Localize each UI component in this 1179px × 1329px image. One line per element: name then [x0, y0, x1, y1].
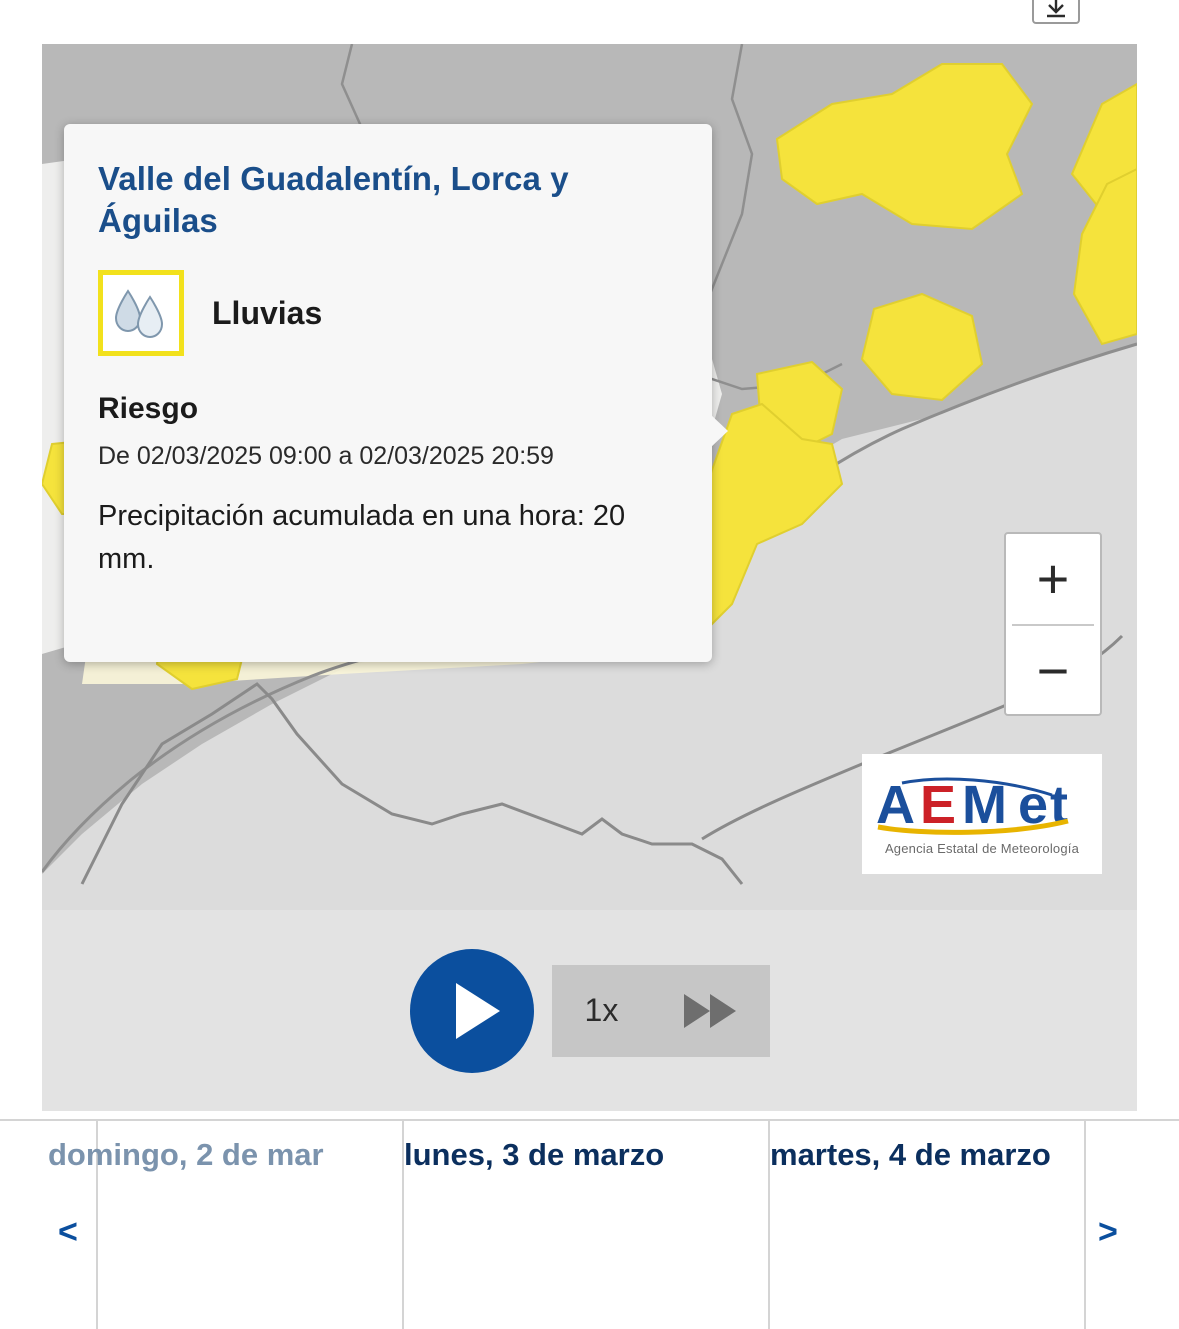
speed-control[interactable] [552, 965, 770, 1057]
animation-player [42, 910, 1137, 1111]
popup-title: Valle del Guadalentín, Lorca y Águilas [98, 160, 569, 240]
fast-forward-icon[interactable] [684, 994, 736, 1028]
top-bar [0, 0, 1179, 46]
svg-text:t: t [1050, 774, 1068, 835]
aemet-logo [862, 754, 1102, 874]
zoom-in-button[interactable]: + [1036, 547, 1070, 610]
svg-text:A: A [876, 774, 915, 835]
map-frame[interactable] [42, 44, 1137, 1111]
popup-phenomenon [98, 270, 682, 356]
svg-text:E: E [920, 774, 957, 835]
timeline-labels [0, 1137, 1179, 1187]
speed-label: 1x [584, 992, 619, 1028]
timeline-prev-button[interactable]: < [58, 1213, 78, 1251]
timeline-strip[interactable] [0, 1119, 1179, 1329]
popup-pointer [710, 414, 728, 448]
popup-time-range: De 02/03/2025 09:00 a 02/03/2025 20:59 [98, 442, 554, 471]
popup-risk-label: Riesgo [98, 392, 199, 426]
zoom-out-button[interactable]: − [1036, 639, 1070, 702]
timeline-day-next[interactable]: martes, 4 de marzo [770, 1137, 1051, 1172]
rain-drops-icon [98, 270, 184, 356]
warning-popup[interactable] [64, 124, 712, 662]
timeline-next-button[interactable]: > [1098, 1213, 1118, 1251]
download-button[interactable] [1032, 0, 1080, 24]
popup-description: Precipitación acumulada en una hora: 20 mm. [98, 500, 626, 575]
popup-phenomenon-label: Lluvias [212, 294, 323, 331]
aemet-subtitle: Agencia Estatal de Meteorología [884, 840, 1080, 856]
svg-text:M: M [962, 774, 1007, 835]
play-button[interactable] [410, 949, 534, 1073]
svg-text:e: e [1018, 774, 1049, 835]
play-icon [456, 983, 500, 1039]
aemet-wordmark [872, 773, 1092, 839]
timeline-day-prev[interactable]: domingo, 2 de mar [48, 1137, 324, 1172]
download-icon [1045, 0, 1067, 19]
timeline-day-current[interactable]: lunes, 3 de marzo [404, 1137, 665, 1172]
zoom-control[interactable] [1004, 532, 1102, 716]
